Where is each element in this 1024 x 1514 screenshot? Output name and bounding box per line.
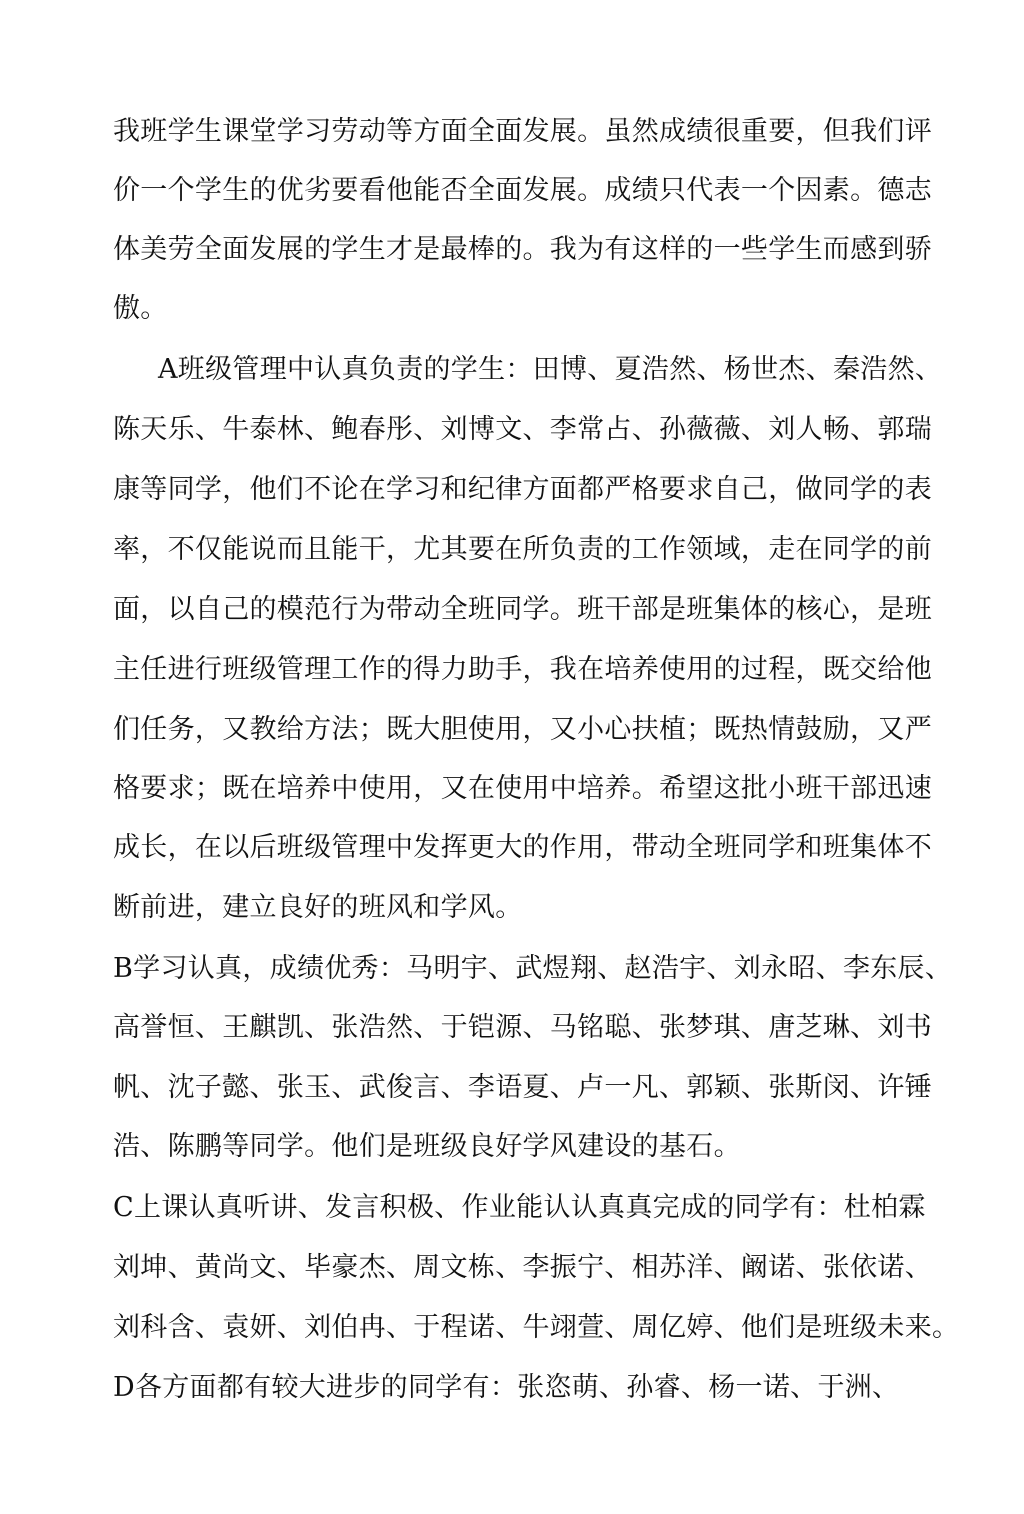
text-line: 率，不仅能说而且能干，尤其要在所负责的工作领域，走在同学的前 xyxy=(113,534,932,565)
text-line: 面，以自己的模范行为带动全班同学。班干部是班集体的核心，是班 xyxy=(113,594,932,625)
text-line: 刘坤、黄尚文、毕豪杰、周文栋、李振宁、相苏洋、阚诺、张依诺、 xyxy=(113,1252,932,1283)
text-line: 们任务，又教给方法；既大胆使用，又小心扶植；既热情鼓励，又严 xyxy=(113,714,932,745)
text-line: 我班学生课堂学习劳动等方面全面发展。虽然成绩很重要，但我们评 xyxy=(113,116,932,147)
text-line: 格要求；既在培养中使用，又在使用中培养。希望这批小班干部迅速 xyxy=(113,773,932,804)
text-line: 高誉恒、王麒凯、张浩然、于铠源、马铭聪、张梦琪、唐芝琳、刘书 xyxy=(113,1012,932,1043)
text-line: 价一个学生的优劣要看他能否全面发展。成绩只代表一个因素。德志 xyxy=(113,175,932,206)
text-line: 陈天乐、牛泰林、鲍春彤、刘博文、李常占、孙薇薇、刘人畅、郭瑞 xyxy=(113,414,932,445)
text-line: 断前进，建立良好的班风和学风。 xyxy=(113,892,523,923)
text-line: 浩、陈鹏等同学。他们是班级良好学风建设的基石。 xyxy=(113,1131,741,1162)
paragraph-c-first-line: C上课认真听讲、发言积极、作业能认认真真完成的同学有：杜柏霖 xyxy=(113,1192,926,1223)
text-line: 帆、沈子懿、张玉、武俊言、李语夏、卢一凡、郭颖、张斯闵、许锤 xyxy=(113,1072,932,1103)
paragraph-a-first-line: A班级管理中认真负责的学生：田博、夏浩然、杨世杰、秦浩然、 xyxy=(158,354,943,385)
text-line: 成长，在以后班级管理中发挥更大的作用，带动全班同学和班集体不 xyxy=(113,832,932,863)
text-line: 主任进行班级管理工作的得力助手，我在培养使用的过程，既交给他 xyxy=(113,654,932,685)
text-line: 体美劳全面发展的学生才是最棒的。我为有这样的一些学生而感到骄 xyxy=(113,234,932,265)
text-line: 刘科含、袁妍、刘伯冉、于程诺、牛翊萱、周亿婷、他们是班级未来。 xyxy=(113,1312,960,1343)
text-line: 傲。 xyxy=(113,293,168,324)
text-line: 康等同学，他们不论在学习和纪律方面都严格要求自己，做同学的表 xyxy=(113,474,932,505)
paragraph-d-first-line: D各方面都有较大进步的同学有：张恣萌、孙睿、杨一诺、于洲、 xyxy=(113,1372,900,1403)
paragraph-b-first-line: B学习认真，成绩优秀：马明宇、武煜翔、赵浩宇、刘永昭、李东辰、 xyxy=(113,953,953,984)
